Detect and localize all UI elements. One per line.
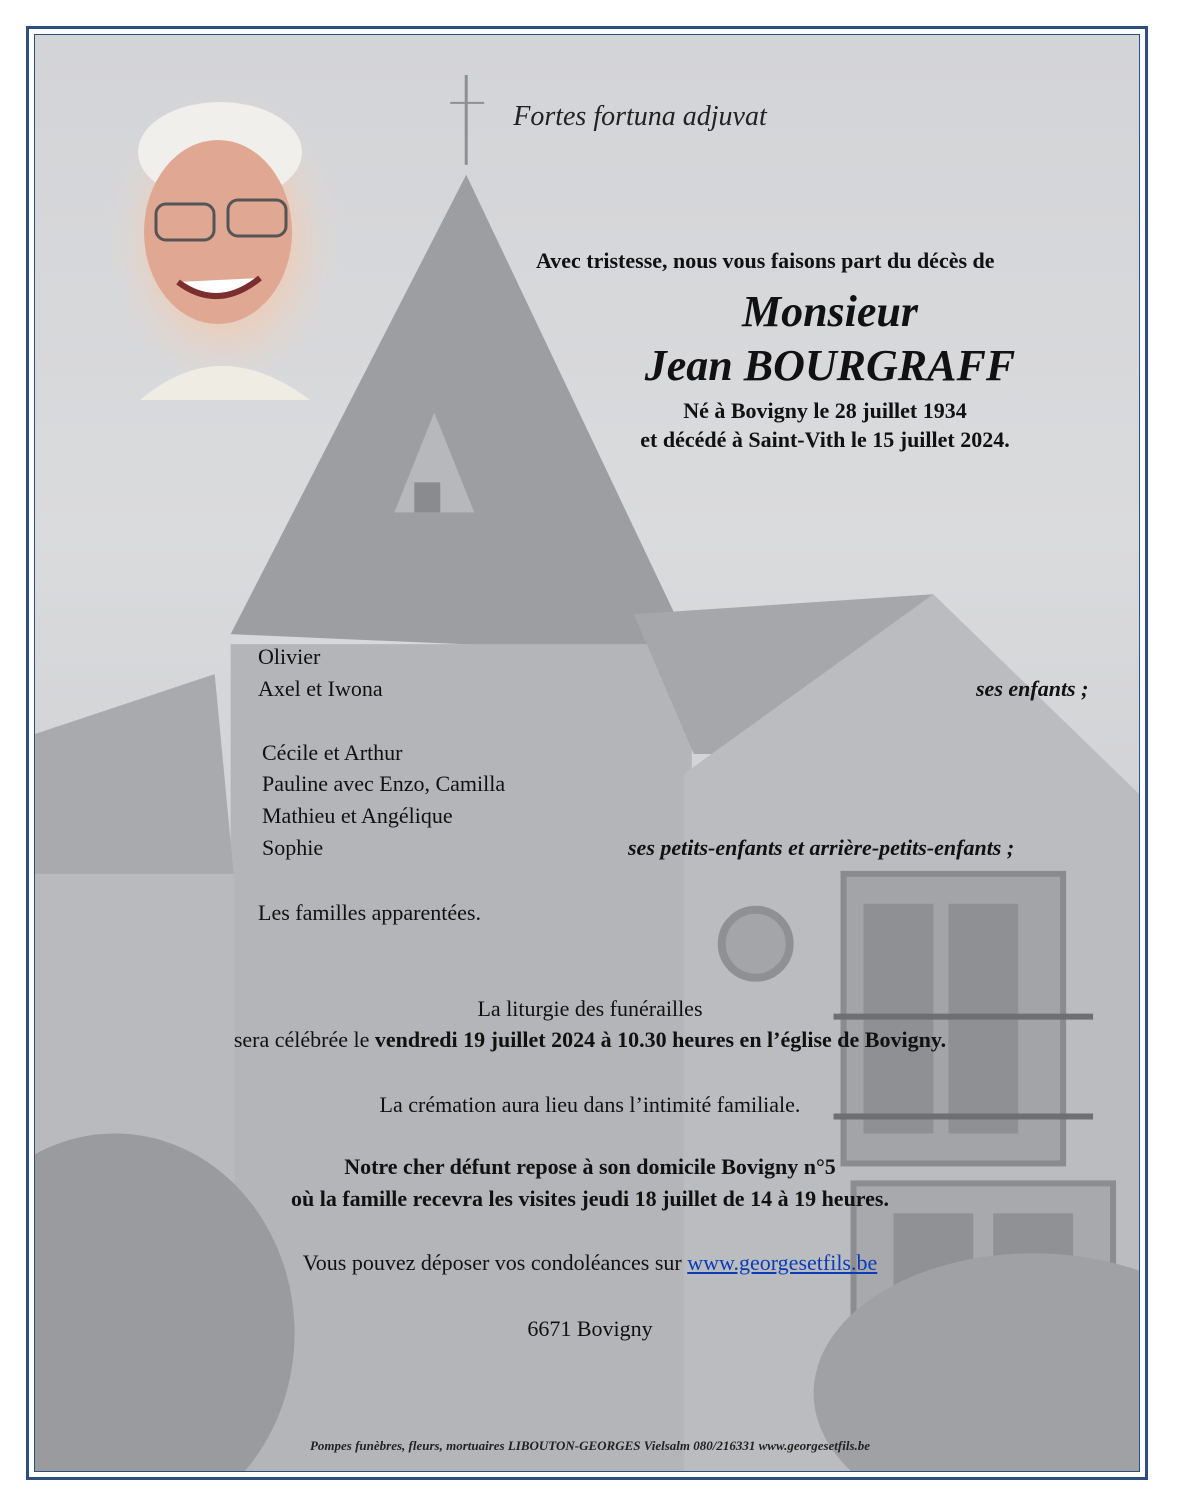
visits-line: où la famille recevra les visites jeudi 18 juillet de 14 à 19 heures. (291, 1186, 889, 1211)
grandchild-entry: Pauline avec Enzo, Camilla (262, 771, 506, 796)
child-entry: Axel et Iwona (258, 676, 383, 701)
deceased-name: Jean BOURGRAFF (644, 341, 1016, 390)
grandchild-entry: Cécile et Arthur (262, 740, 403, 765)
condolences-link[interactable]: www.georgesetfils.be (687, 1250, 878, 1275)
repose-line: Notre cher défunt repose à son domicile Bovigny n°5 (344, 1154, 836, 1179)
liturgy-date: vendredi 19 juillet 2024 à 10.30 heures en l’église de Bovigny. (374, 1027, 947, 1052)
children-role: ses enfants ; (976, 676, 1089, 701)
grandchild-entry: Sophie (262, 835, 324, 860)
condolences-line (0, 1250, 1180, 1276)
relatives-line: Les familles apparentées. (258, 900, 481, 925)
grandchild-entry: Mathieu et Angélique (262, 803, 453, 828)
child-entry: Olivier (258, 644, 321, 669)
honorific: Monsieur (741, 287, 919, 336)
cremation-line: La crémation aura lieu dans l’intimité familiale. (379, 1092, 801, 1117)
announcement-intro: Avec tristesse, nous vous faisons part du décès de (536, 248, 995, 273)
death-line: et décédé à Saint-Vith le 15 juillet 2024. (640, 427, 1010, 452)
footer-credit: Pompes funèbres, fleurs, mortuaires LIBOUTON-GEORGES Vielsalm 080/216331 www.georgesetfils.be (309, 1438, 871, 1453)
birth-line: Né à Bovigny le 28 juillet 1934 (683, 398, 967, 423)
grandchildren-role: ses petits-enfants et arrière-petits-enfants ; (628, 835, 1015, 860)
address-line: 6671 Bovigny (527, 1316, 653, 1341)
liturgy-prefix: sera célébrée le (233, 1027, 375, 1052)
liturgy-line: La liturgie des funérailles (477, 996, 703, 1021)
liturgy-date-line (0, 1027, 1180, 1053)
condolences-prefix: Vous pouvez déposer vos condoléances sur (302, 1250, 688, 1275)
motto: Fortes fortuna adjuvat (513, 101, 767, 132)
